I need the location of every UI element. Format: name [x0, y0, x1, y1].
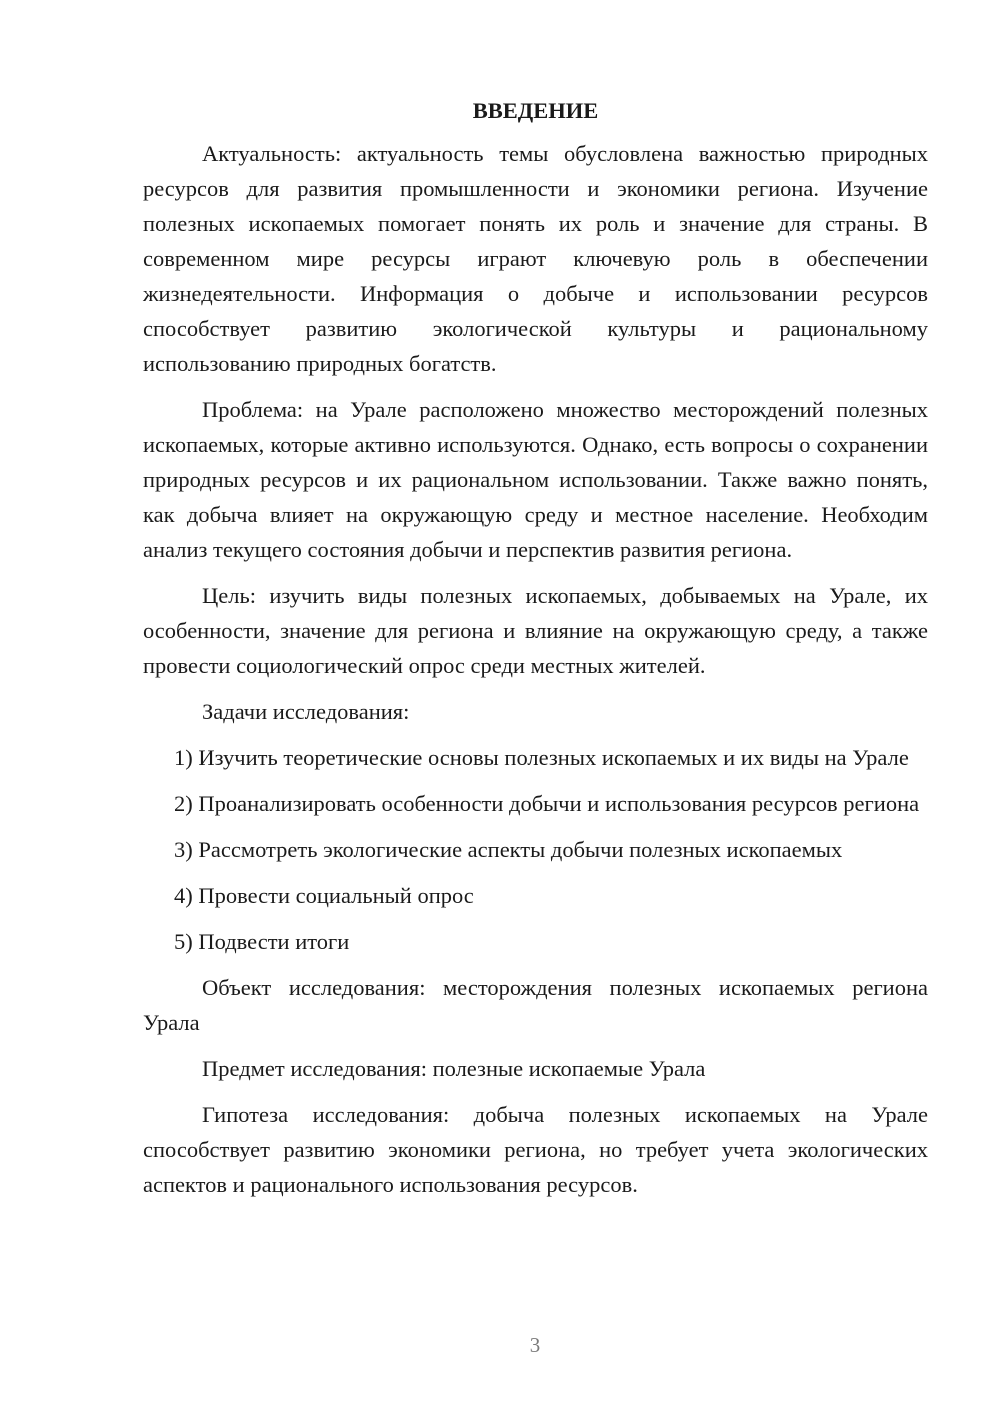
task-item-2: 2) Проанализировать особенности добычи и использования ресурсов региона: [174, 791, 920, 816]
paragraph-object: Объект исследования: месторождения полезных ископаемых региона Урала: [143, 975, 928, 1035]
task-item-5: 5) Подвести итоги: [174, 929, 350, 954]
paragraph-hypothesis: Гипотеза исследования: добыча полезных ископаемых на Урале способствует развитию экономики региона, но требует учета экологических аспектов и рационального использования ресурсов.: [143, 1102, 928, 1197]
paragraph-problem: Проблема: на Урале расположено множество месторождений полезных ископаемых, которые активно используются. Однако, есть вопросы о сохранении природных ресурсов и их рациональном использовании. Также важно понять, как добыча влияет на окружающую среду и местное население. Необходим анализ текущего состояния добычи и перспектив развития региона.: [143, 397, 928, 562]
task-item-4: 4) Провести социальный опрос: [174, 883, 474, 908]
page-number: 3: [529, 1333, 541, 1357]
task-item-1: 1) Изучить теоретические основы полезных ископаемых и их виды на Урале: [174, 745, 909, 770]
paragraph-subject: Предмет исследования: полезные ископаемые Урала: [202, 1056, 706, 1081]
tasks-heading: Задачи исследования:: [202, 699, 410, 724]
paragraph-relevance: Актуальность: актуальность темы обусловлена важностью природных ресурсов для развития промышленности и экономики региона. Изучение полезных ископаемых помогает понять их роль и значение для страны. В современном мире ресурсы играют ключевую роль в обеспечении жизнедеятельности. Информация о добыче и использовании ресурсов способствует развитию экологической культуры и рациональному использованию природных богатств.: [143, 141, 928, 376]
task-item-3: 3) Рассмотреть экологические аспекты добычи полезных ископаемых: [174, 837, 843, 862]
paragraph-goal: Цель: изучить виды полезных ископаемых, добываемых на Урале, их особенности, значение для региона и влияние на окружающую среду, а также провести социологический опрос среди местных жителей.: [143, 583, 928, 678]
section-title: ВВЕДЕНИЕ: [472, 98, 599, 123]
document-body: [143, 96, 928, 1213]
